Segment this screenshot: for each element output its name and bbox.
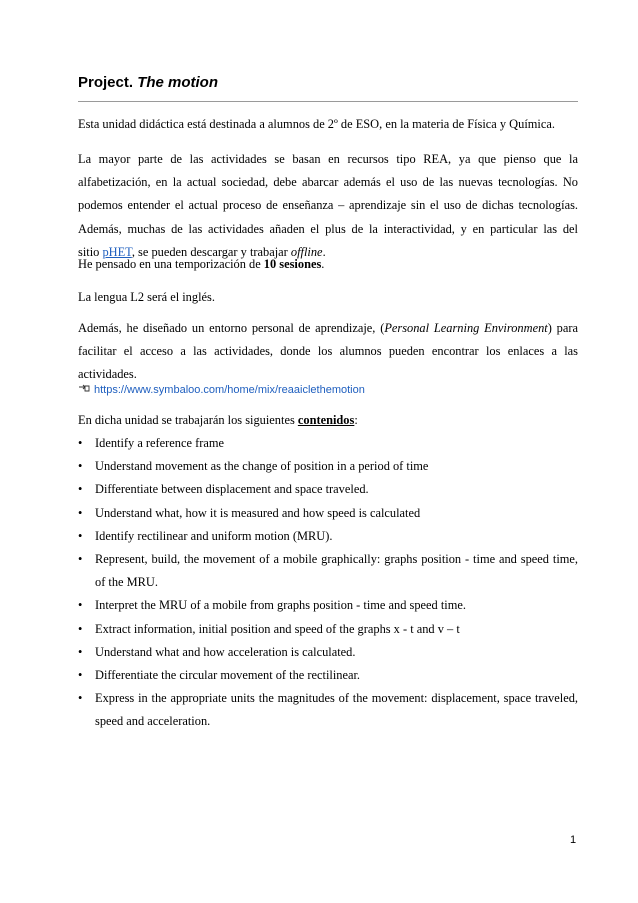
ple-line-3: actividades. — [78, 367, 137, 382]
title-prefix: Project. — [78, 74, 138, 91]
contents-colon: : — [354, 413, 358, 427]
content-item-text: Identify a reference frame — [95, 436, 224, 450]
sessions-end: . — [321, 257, 325, 271]
bullet-marker: • — [78, 691, 83, 706]
ple-line-2: facilitar el acceso a las actividades, donde los alumnos pueden encontrar los enlaces a las — [78, 344, 578, 359]
contents-list — [78, 432, 578, 734]
ple-line-1-a: Además, he diseñado un entorno personal de aprendizaje, ( — [78, 321, 385, 335]
contents-intro-text: En dicha unidad se trabajarán los siguientes — [78, 413, 298, 427]
content-item-text: Identify rectilinear and uniform motion (MRU). — [95, 528, 333, 543]
ple-paragraph — [78, 317, 578, 387]
content-list-item — [78, 664, 578, 687]
pointing-hand-icon — [78, 383, 92, 396]
sessions-paragraph — [78, 253, 578, 276]
bullet-marker: • — [78, 598, 83, 613]
bullet-marker: • — [78, 528, 83, 543]
content-item-text: Differentiate the circular movement of the rectilinear. — [95, 668, 361, 683]
content-list-item — [78, 687, 578, 733]
bullet-marker: • — [78, 621, 83, 636]
bullet-marker: • — [78, 482, 83, 497]
offline-italic: offline — [290, 244, 323, 259]
resources-line-4: Además, muchas de las actividades añaden el plus de la interactividad, y en particular las del — [78, 221, 578, 236]
content-item-text: Differentiate between displacement and space traveled. — [95, 482, 369, 497]
resources-paragraph — [78, 148, 578, 264]
bullet-marker: • — [78, 459, 83, 474]
content-list-item — [78, 525, 578, 548]
content-item-text: Extract information, initial position and speed of the graphs x - t and v – t — [95, 621, 460, 636]
ple-line-1-b: ) para — [547, 321, 578, 335]
intro-paragraph: Esta unidad didáctica está destinada a alumnos de 2º de ESO, en la materia de Física y Química. — [78, 117, 555, 131]
ple-italic: Personal Learning Environment — [384, 321, 548, 335]
bullet-marker: • — [78, 552, 83, 567]
content-item-text: Understand movement as the change of position in a period of time — [95, 459, 429, 474]
content-item-text: Express in the appropriate units the magnitudes of the movement: displacement, space traveled, speed and acceleration. — [95, 691, 578, 729]
content-list-item — [78, 478, 578, 501]
content-list-item — [78, 641, 578, 664]
bullet-marker: • — [78, 505, 83, 520]
bullet-marker: • — [78, 436, 83, 450]
title-underline-rule — [78, 101, 578, 102]
language-paragraph: La lengua L2 será el inglés. — [78, 290, 215, 304]
title-italic: The motion — [137, 74, 219, 91]
bullet-marker: • — [78, 668, 83, 683]
sessions-text: He pensado en una temporización de — [78, 257, 264, 271]
phet-link[interactable]: pHET — [102, 244, 132, 259]
sessions-bold: 10 sesiones — [263, 257, 322, 271]
resources-line-1: La mayor parte de las actividades se basan en recursos tipo REA, ya que pienso que la — [78, 152, 578, 166]
ple-line-1 — [78, 317, 578, 340]
contents-bold: contenidos — [297, 413, 355, 427]
resources-line-5-a: sitio — [78, 244, 103, 259]
symbaloo-link-row — [78, 383, 365, 396]
content-item-text: Represent, build, the movement of a mobile graphically: graphs position - time and speed time, of the MRU. — [95, 552, 578, 590]
content-item-text: Understand what, how it is measured and how speed is calculated — [95, 505, 421, 520]
resources-line-5-c: . — [322, 244, 326, 259]
resources-line-3: podemos entender el actual proceso de enseñanza – aprendizaje sin el uso de dichas tecnologías. — [78, 198, 578, 213]
document-title — [78, 74, 218, 91]
page-number: 1 — [570, 834, 577, 846]
symbaloo-url[interactable]: https://www.symbaloo.com/home/mix/reaaiclethemotion — [94, 384, 365, 396]
bullet-marker: • — [78, 644, 83, 659]
content-list-item — [78, 548, 578, 594]
content-list-item — [78, 594, 578, 617]
resources-line-2: alfabetización, en la actual sociedad, debe abarcar además el uso de las nuevas tecnologías. No — [78, 175, 578, 190]
content-list-item — [78, 432, 578, 455]
content-item-text: Understand what and how acceleration is calculated. — [95, 644, 356, 659]
content-list-item — [78, 618, 578, 641]
resources-line-5-b: , se pueden descargar y trabajar — [131, 244, 291, 259]
contents-intro — [78, 409, 578, 432]
content-list-item — [78, 455, 578, 478]
content-list-item — [78, 502, 578, 525]
content-item-text: Interpret the MRU of a mobile from graphs position - time and speed time. — [95, 598, 466, 613]
